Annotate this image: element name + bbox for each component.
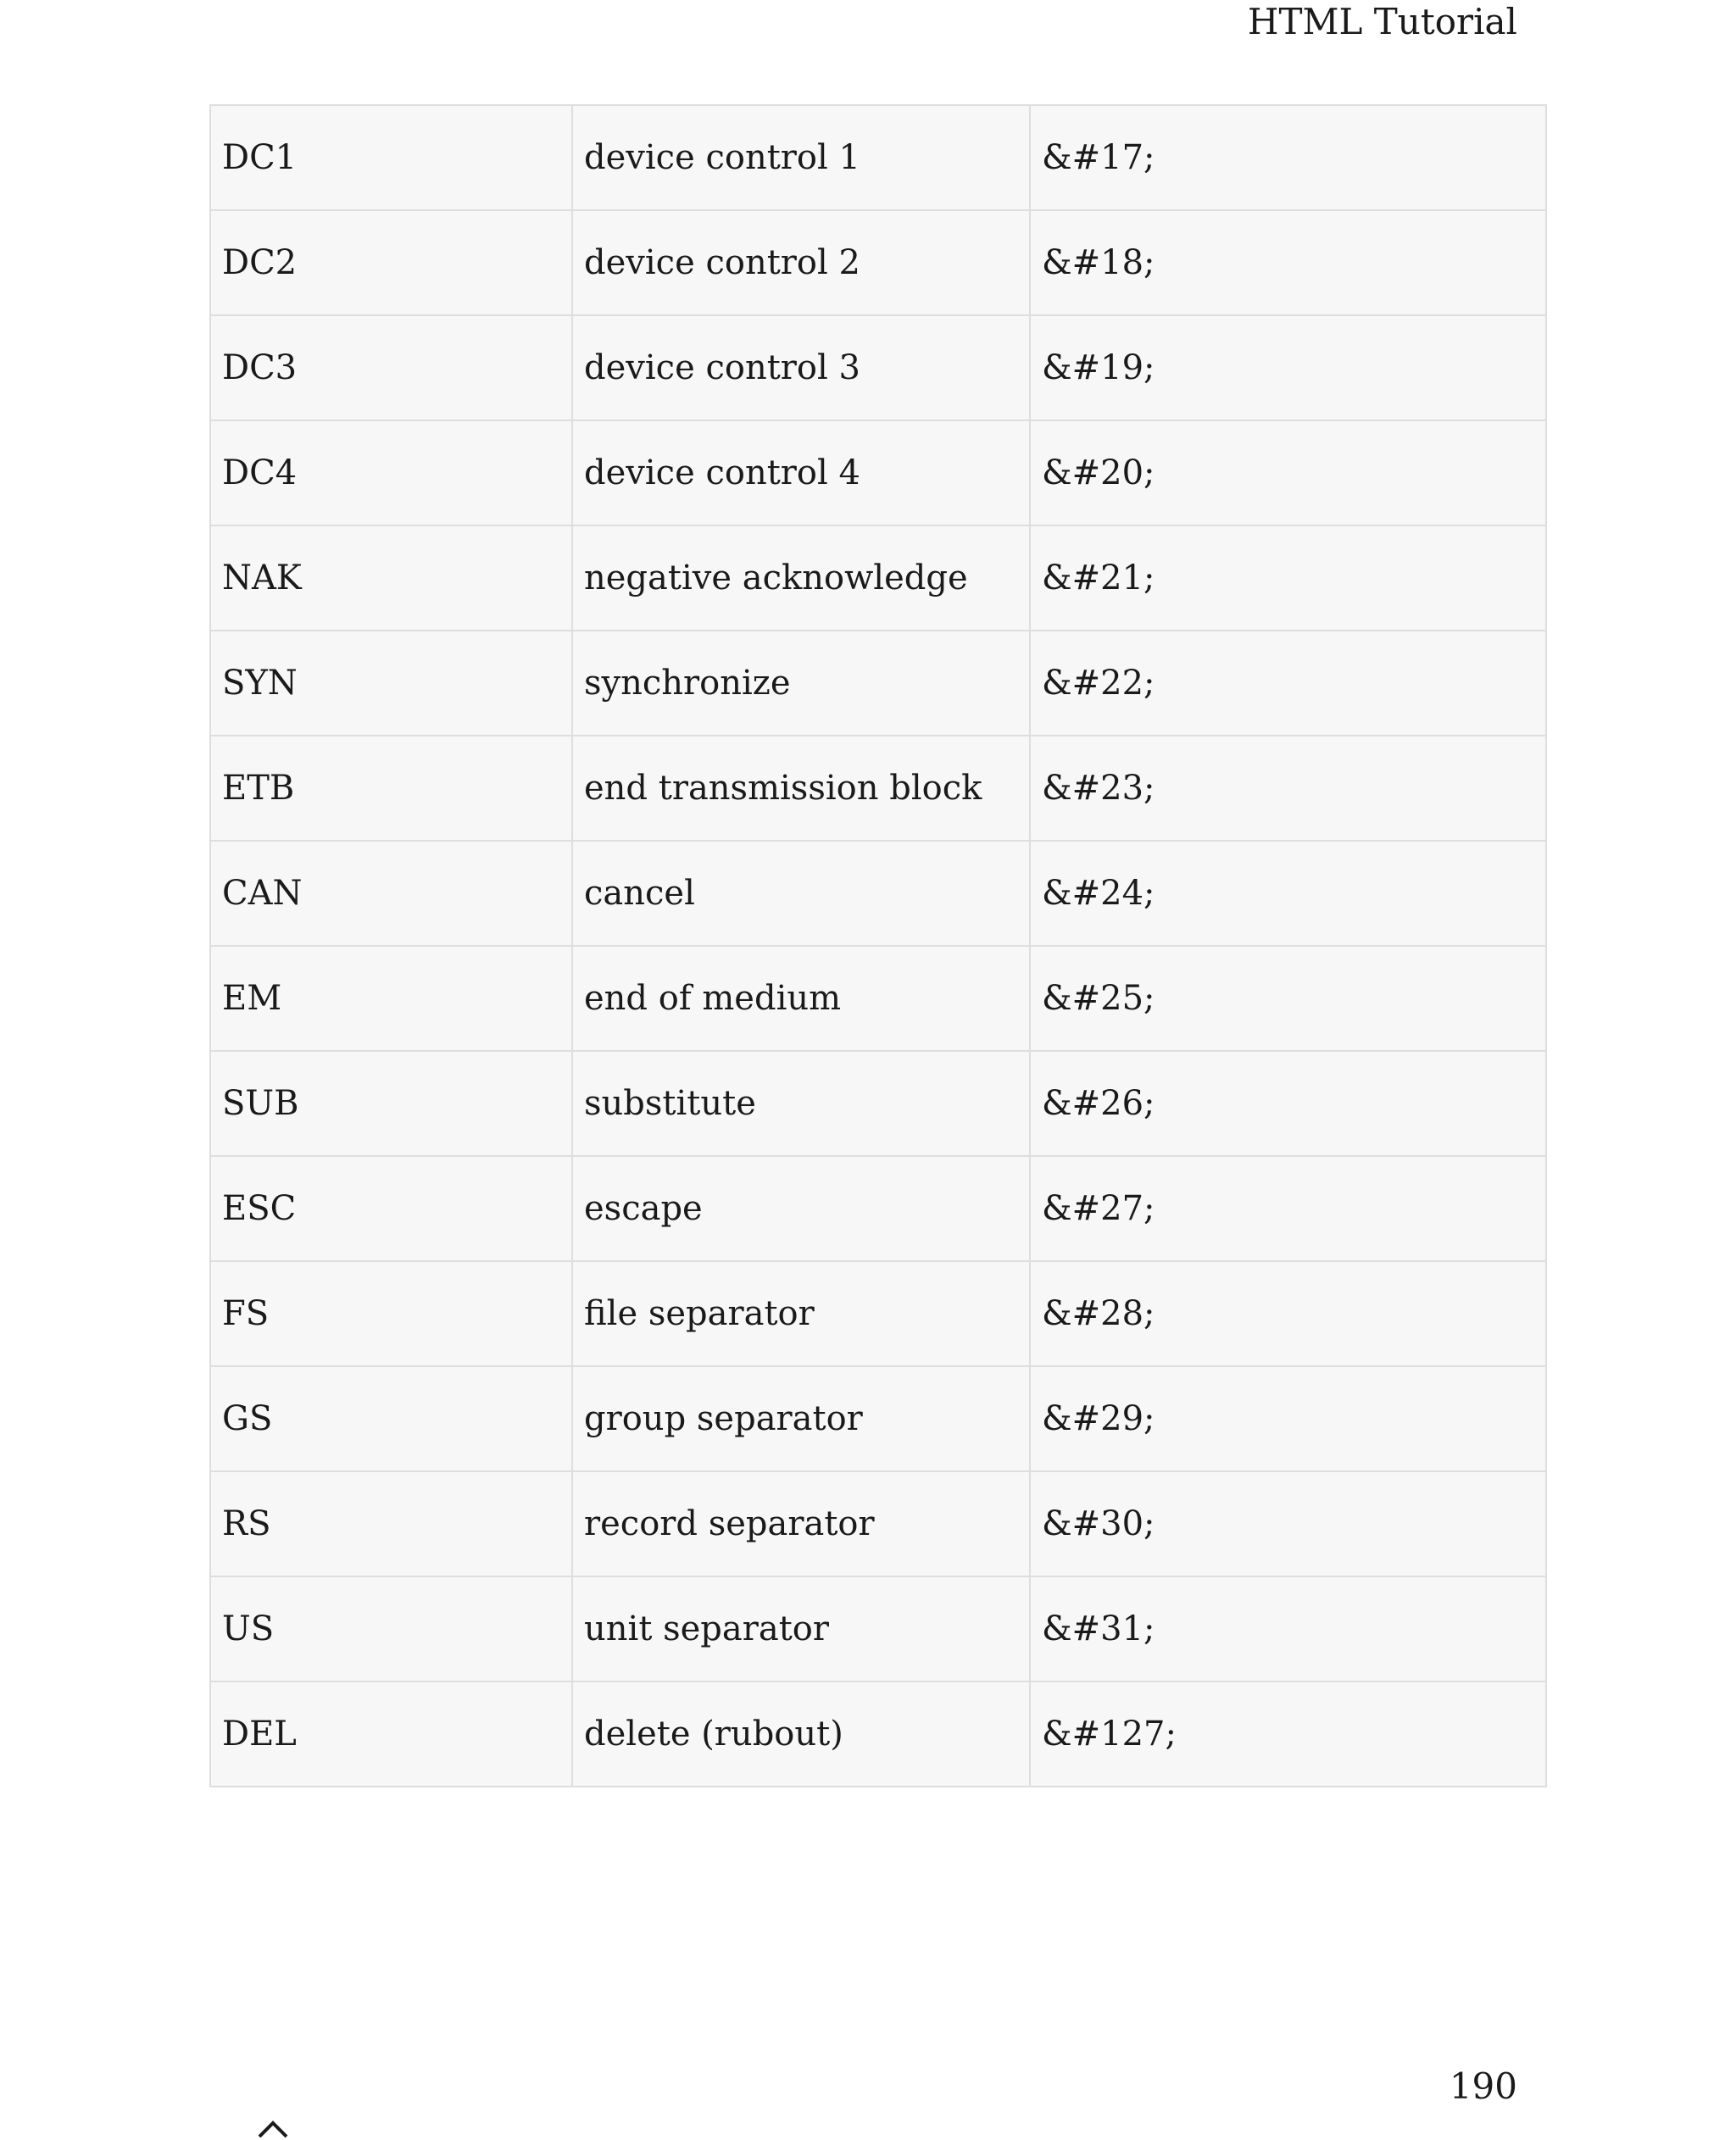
code-cell: DC4 [210,420,572,525]
description-cell: device control 4 [572,420,1030,525]
control-characters-table [209,104,1547,1787]
chevron-up-icon[interactable] [256,2115,290,2140]
code-cell: RS [210,1471,572,1576]
table-row [210,1576,1546,1681]
description-cell: group separator [572,1366,1030,1471]
table-row [210,210,1546,315]
code-cell: ETB [210,736,572,841]
description-cell: substitute [572,1051,1030,1156]
entity-cell: &#24; [1030,841,1546,946]
running-header: HTML Tutorial [1247,1,1517,42]
entity-cell: &#22; [1030,631,1546,736]
table-row [210,1471,1546,1576]
code-cell: GS [210,1366,572,1471]
entity-cell: &#17; [1030,105,1546,210]
table-row [210,525,1546,631]
description-cell: cancel [572,841,1030,946]
code-cell: DC1 [210,105,572,210]
entity-cell: &#30; [1030,1471,1546,1576]
code-cell: DC2 [210,210,572,315]
table-row [210,946,1546,1051]
entity-cell: &#26; [1030,1051,1546,1156]
table-row [210,631,1546,736]
description-cell: negative acknowledge [572,525,1030,631]
entity-cell: &#29; [1030,1366,1546,1471]
description-cell: device control 1 [572,105,1030,210]
description-cell: file separator [572,1261,1030,1366]
description-cell: synchronize [572,631,1030,736]
entity-cell: &#23; [1030,736,1546,841]
table-row [210,1681,1546,1787]
description-cell: escape [572,1156,1030,1261]
entity-cell: &#20; [1030,420,1546,525]
table-row [210,736,1546,841]
entity-cell: &#18; [1030,210,1546,315]
table-row [210,1261,1546,1366]
entity-cell: &#27; [1030,1156,1546,1261]
code-cell: SYN [210,631,572,736]
code-cell: DC3 [210,315,572,420]
table-row [210,1366,1546,1471]
code-cell: EM [210,946,572,1051]
code-cell: FS [210,1261,572,1366]
description-cell: unit separator [572,1576,1030,1681]
entity-cell: &#19; [1030,315,1546,420]
description-cell: record separator [572,1471,1030,1576]
description-cell: end transmission block [572,736,1030,841]
code-cell: NAK [210,525,572,631]
code-cell: DEL [210,1681,572,1787]
code-cell: ESC [210,1156,572,1261]
entity-cell: &#25; [1030,946,1546,1051]
table-row [210,1051,1546,1156]
table-row [210,315,1546,420]
code-cell: SUB [210,1051,572,1156]
entity-cell: &#21; [1030,525,1546,631]
code-cell: CAN [210,841,572,946]
entity-cell: &#127; [1030,1681,1546,1787]
code-cell: US [210,1576,572,1681]
table-row [210,841,1546,946]
entity-cell: &#31; [1030,1576,1546,1681]
description-cell: delete (rubout) [572,1681,1030,1787]
table-row [210,420,1546,525]
page-number: 190 [1449,2065,1517,2107]
description-cell: device control 3 [572,315,1030,420]
description-cell: device control 2 [572,210,1030,315]
description-cell: end of medium [572,946,1030,1051]
table-row [210,1156,1546,1261]
table-row [210,105,1546,210]
entity-cell: &#28; [1030,1261,1546,1366]
